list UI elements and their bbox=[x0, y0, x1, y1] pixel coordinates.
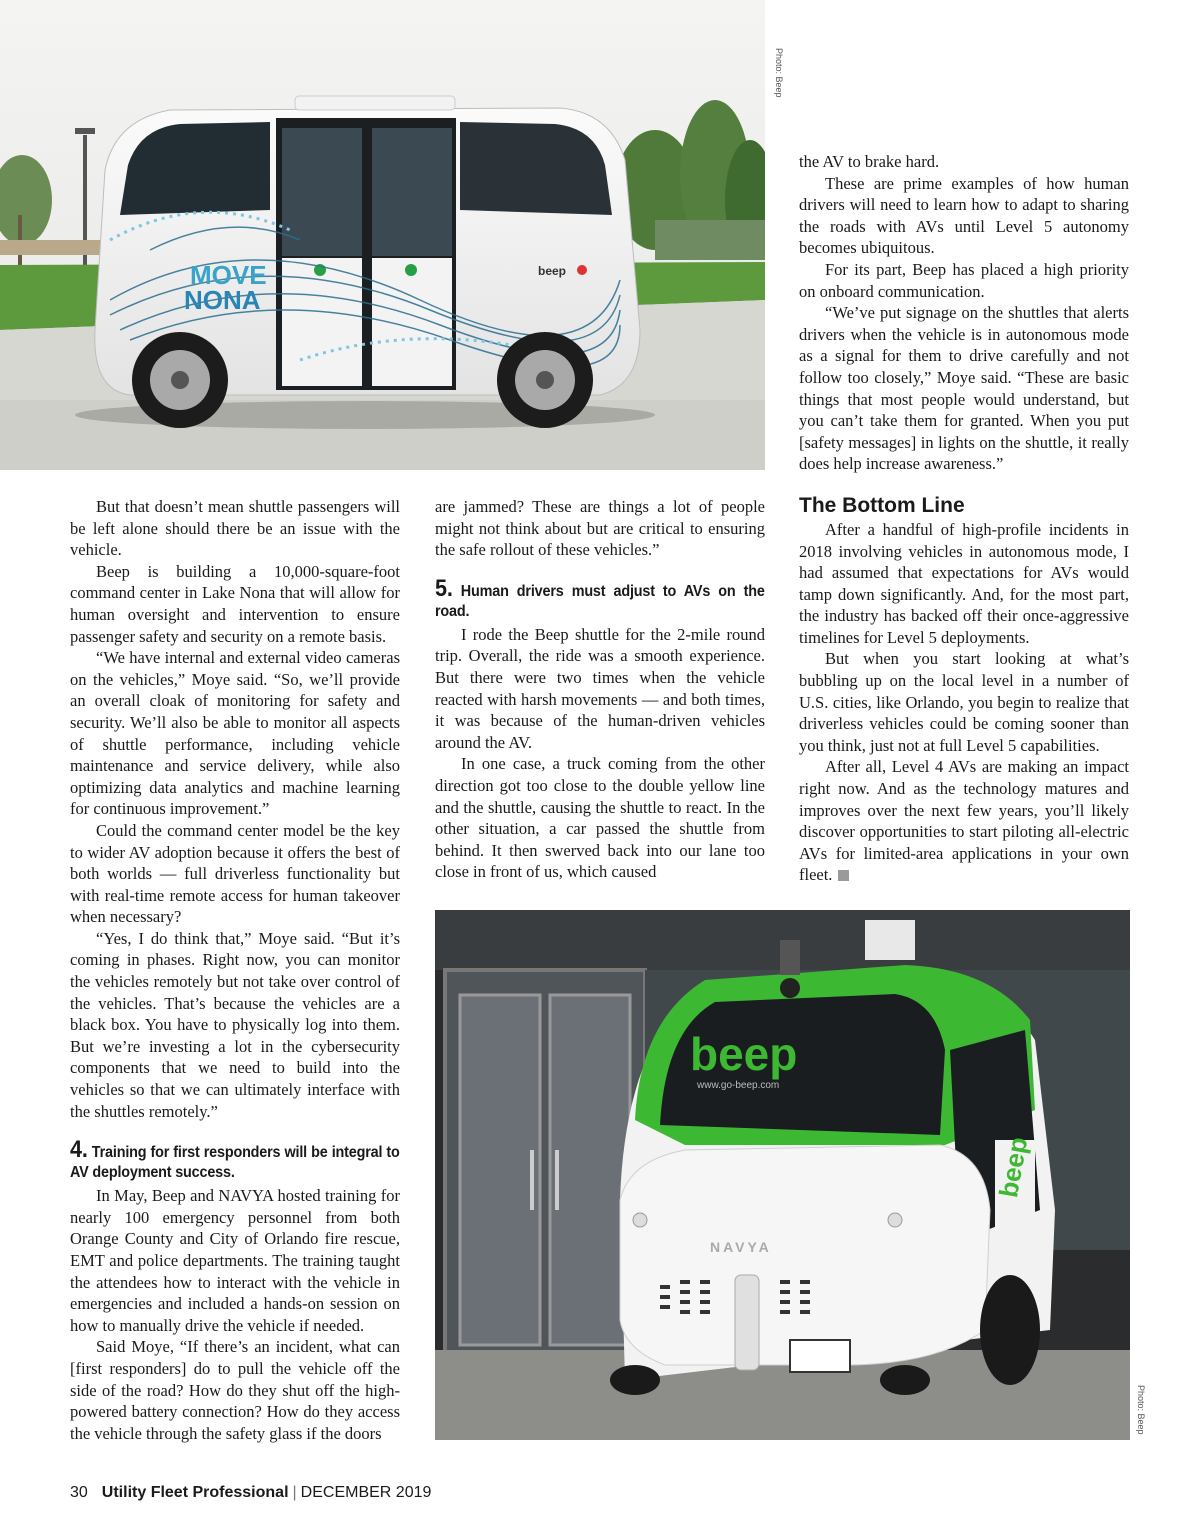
section-4-paragraph: Said Moye, “If there’s an incident, what can [first responders] do to pull the vehicle off the side of the road? How do they shut off the high-powered battery connection? How do they access the vehicle through the safety glass if the doors bbox=[70, 1337, 400, 1443]
navya-maker-text: NAVYA bbox=[710, 1239, 772, 1255]
nona-logo-text: NONA bbox=[184, 285, 261, 315]
issue-date: DECEMBER 2019 bbox=[300, 1484, 432, 1501]
move-logo-text: MOVE bbox=[190, 260, 267, 290]
page-footer bbox=[70, 1484, 431, 1502]
beep-shuttle-image bbox=[435, 910, 1130, 1440]
column-three-paragraph: These are prime examples of how human drivers will need to learn how to adapt to sharing the roads with AVs until Level 5 autonomy becomes ubiquitous. bbox=[799, 173, 1129, 258]
bottom-line-final-text: After all, Level 4 AVs are making an impact right now. And as the technology matures and improves over the next few years, you’ll likely discover opportunities to start piloting all-electric AVs for limited-area applications in your own fleet. bbox=[799, 757, 1129, 885]
bottom-line-heading: The Bottom Line bbox=[799, 493, 965, 517]
section-4-number: 4. bbox=[70, 1136, 88, 1164]
section-5-number: 5. bbox=[435, 574, 453, 602]
column-three-paragraph: For its part, Beep has placed a high priority on onboard communication. bbox=[799, 259, 1129, 301]
column-one-paragraph: “Yes, I do think that,” Moye said. “But it’s coming in phases. Right now, you can monitor the vehicles remotely but not take over control of the vehicles. That’s because the vehicles are a black box. You have to physically log into them. But we’re investing a lot in the cybersecurity components that we need to build into the vehicles so that we can ultimately interface with the shuttles remotely.” bbox=[70, 928, 400, 1121]
column-two-lead: are jammed? These are things a lot of people might not think about but are critical to ensuring the safe rollout of these vehicles.” bbox=[435, 497, 765, 560]
beep-url-text: www.go-beep.com bbox=[697, 1080, 780, 1091]
section-5-heading bbox=[435, 574, 765, 622]
bottom-line-paragraph bbox=[799, 756, 1129, 886]
bottom-shuttle-photo bbox=[435, 910, 1130, 1440]
section-4-heading bbox=[70, 1136, 400, 1183]
section-5-paragraph: In one case, a truck coming from the other direction got too close to the double yellow line and the shuttle, causing the shuttle to react. In the other situation, a car passed the shuttle from behind. It then swerved back into our lane too close in front of us, which caused bbox=[435, 754, 765, 882]
section-5-title: Human drivers must adjust to AVs on the road. bbox=[435, 582, 765, 620]
section-4-paragraph: In May, Beep and NAVYA hosted training for nearly 100 emergency personnel from both Orange County and City of Orlando fire rescue, EMT and police departments. The training taught the attendees how to interact with the vehicle in emergencies and included a hands-on session on how to manually drive the vehicle if needed. bbox=[70, 1186, 400, 1335]
end-of-article-mark-icon bbox=[838, 870, 849, 881]
top-shuttle-photo bbox=[0, 0, 765, 470]
magazine-title: Utility Fleet Professional bbox=[101, 1484, 289, 1501]
section-5-paragraph: I rode the Beep shuttle for the 2-mile round trip. Overall, the ride was a smooth experience. But there were two times when the vehicle reacted with harsh movements — and both times, it was because of the human-driven vehicles around the AV. bbox=[435, 624, 765, 752]
section-4-title: Training for first responders will be integral to AV deployment success. bbox=[70, 1144, 400, 1182]
column-three-paragraph: “We’ve put signage on the shuttles that alerts drivers when the vehicle is in autonomous mode as a signal for them to drive carefully and not follow too closely,” Moye said. “These are basic things that most people would understand, but you can’t take them for granted. When you put [safety messages] in lights on the shuttle, it really does help increase awareness.” bbox=[799, 303, 1129, 474]
bottom-photo-credit: Photo: Beep bbox=[1136, 1385, 1146, 1435]
column-one-paragraph: Beep is building a 10,000-square-foot command center in Lake Nona that will allow for human oversight and intervention to ensure passenger safety and security on a remote basis. bbox=[70, 561, 400, 646]
top-photo-credit-label: Photo: Beep bbox=[774, 48, 784, 98]
column-two bbox=[435, 496, 765, 883]
page-number: 30 bbox=[70, 1484, 88, 1501]
beep-windshield-brand-text: beep bbox=[690, 1028, 798, 1080]
column-one-paragraph: But that doesn’t mean shuttle passengers will be left alone should there be an issue with the vehicle. bbox=[70, 497, 400, 560]
move-nona-shuttle-image bbox=[0, 0, 765, 470]
footer-separator: | bbox=[292, 1484, 297, 1501]
column-one bbox=[70, 496, 400, 1444]
bottom-line-paragraph: After a handful of high-profile incidents in 2018 involving vehicles in autonomous mode, I had assumed that expectations for AVs would tamp down significantly. And, for the most part, the industry has backed off their once-aggressive timelines for Level 5 deployments. bbox=[799, 519, 1129, 647]
column-one-paragraph: Could the command center model be the key to wider AV adoption because it offers the best of both worlds — full driverless functionality but with real-time remote access for human takeover when necessary? bbox=[70, 820, 400, 927]
beep-brand-text: beep bbox=[538, 264, 567, 278]
column-three bbox=[799, 151, 1129, 886]
beep-side-brand-text: beep bbox=[993, 1134, 1034, 1200]
bottom-line-paragraph: But when you start looking at what’s bubbling up on the local level in a number of U.S. cities, like Orlando, you begin to realize that driverless vehicles could be coming sooner than you think, just not at full Level 5 capabilities. bbox=[799, 649, 1129, 755]
column-one-paragraph: “We have internal and external video cameras on the vehicles,” Moye said. “So, we’ll provide an overall cloak of monitoring for safety and security. We’ll also be able to monitor all aspects of shuttle performance, including vehicle maintenance and service delivery, while also optimizing data analytics and machine learning for continuous improvement.” bbox=[70, 648, 400, 819]
column-three-lead: the AV to brake hard. bbox=[799, 152, 940, 171]
